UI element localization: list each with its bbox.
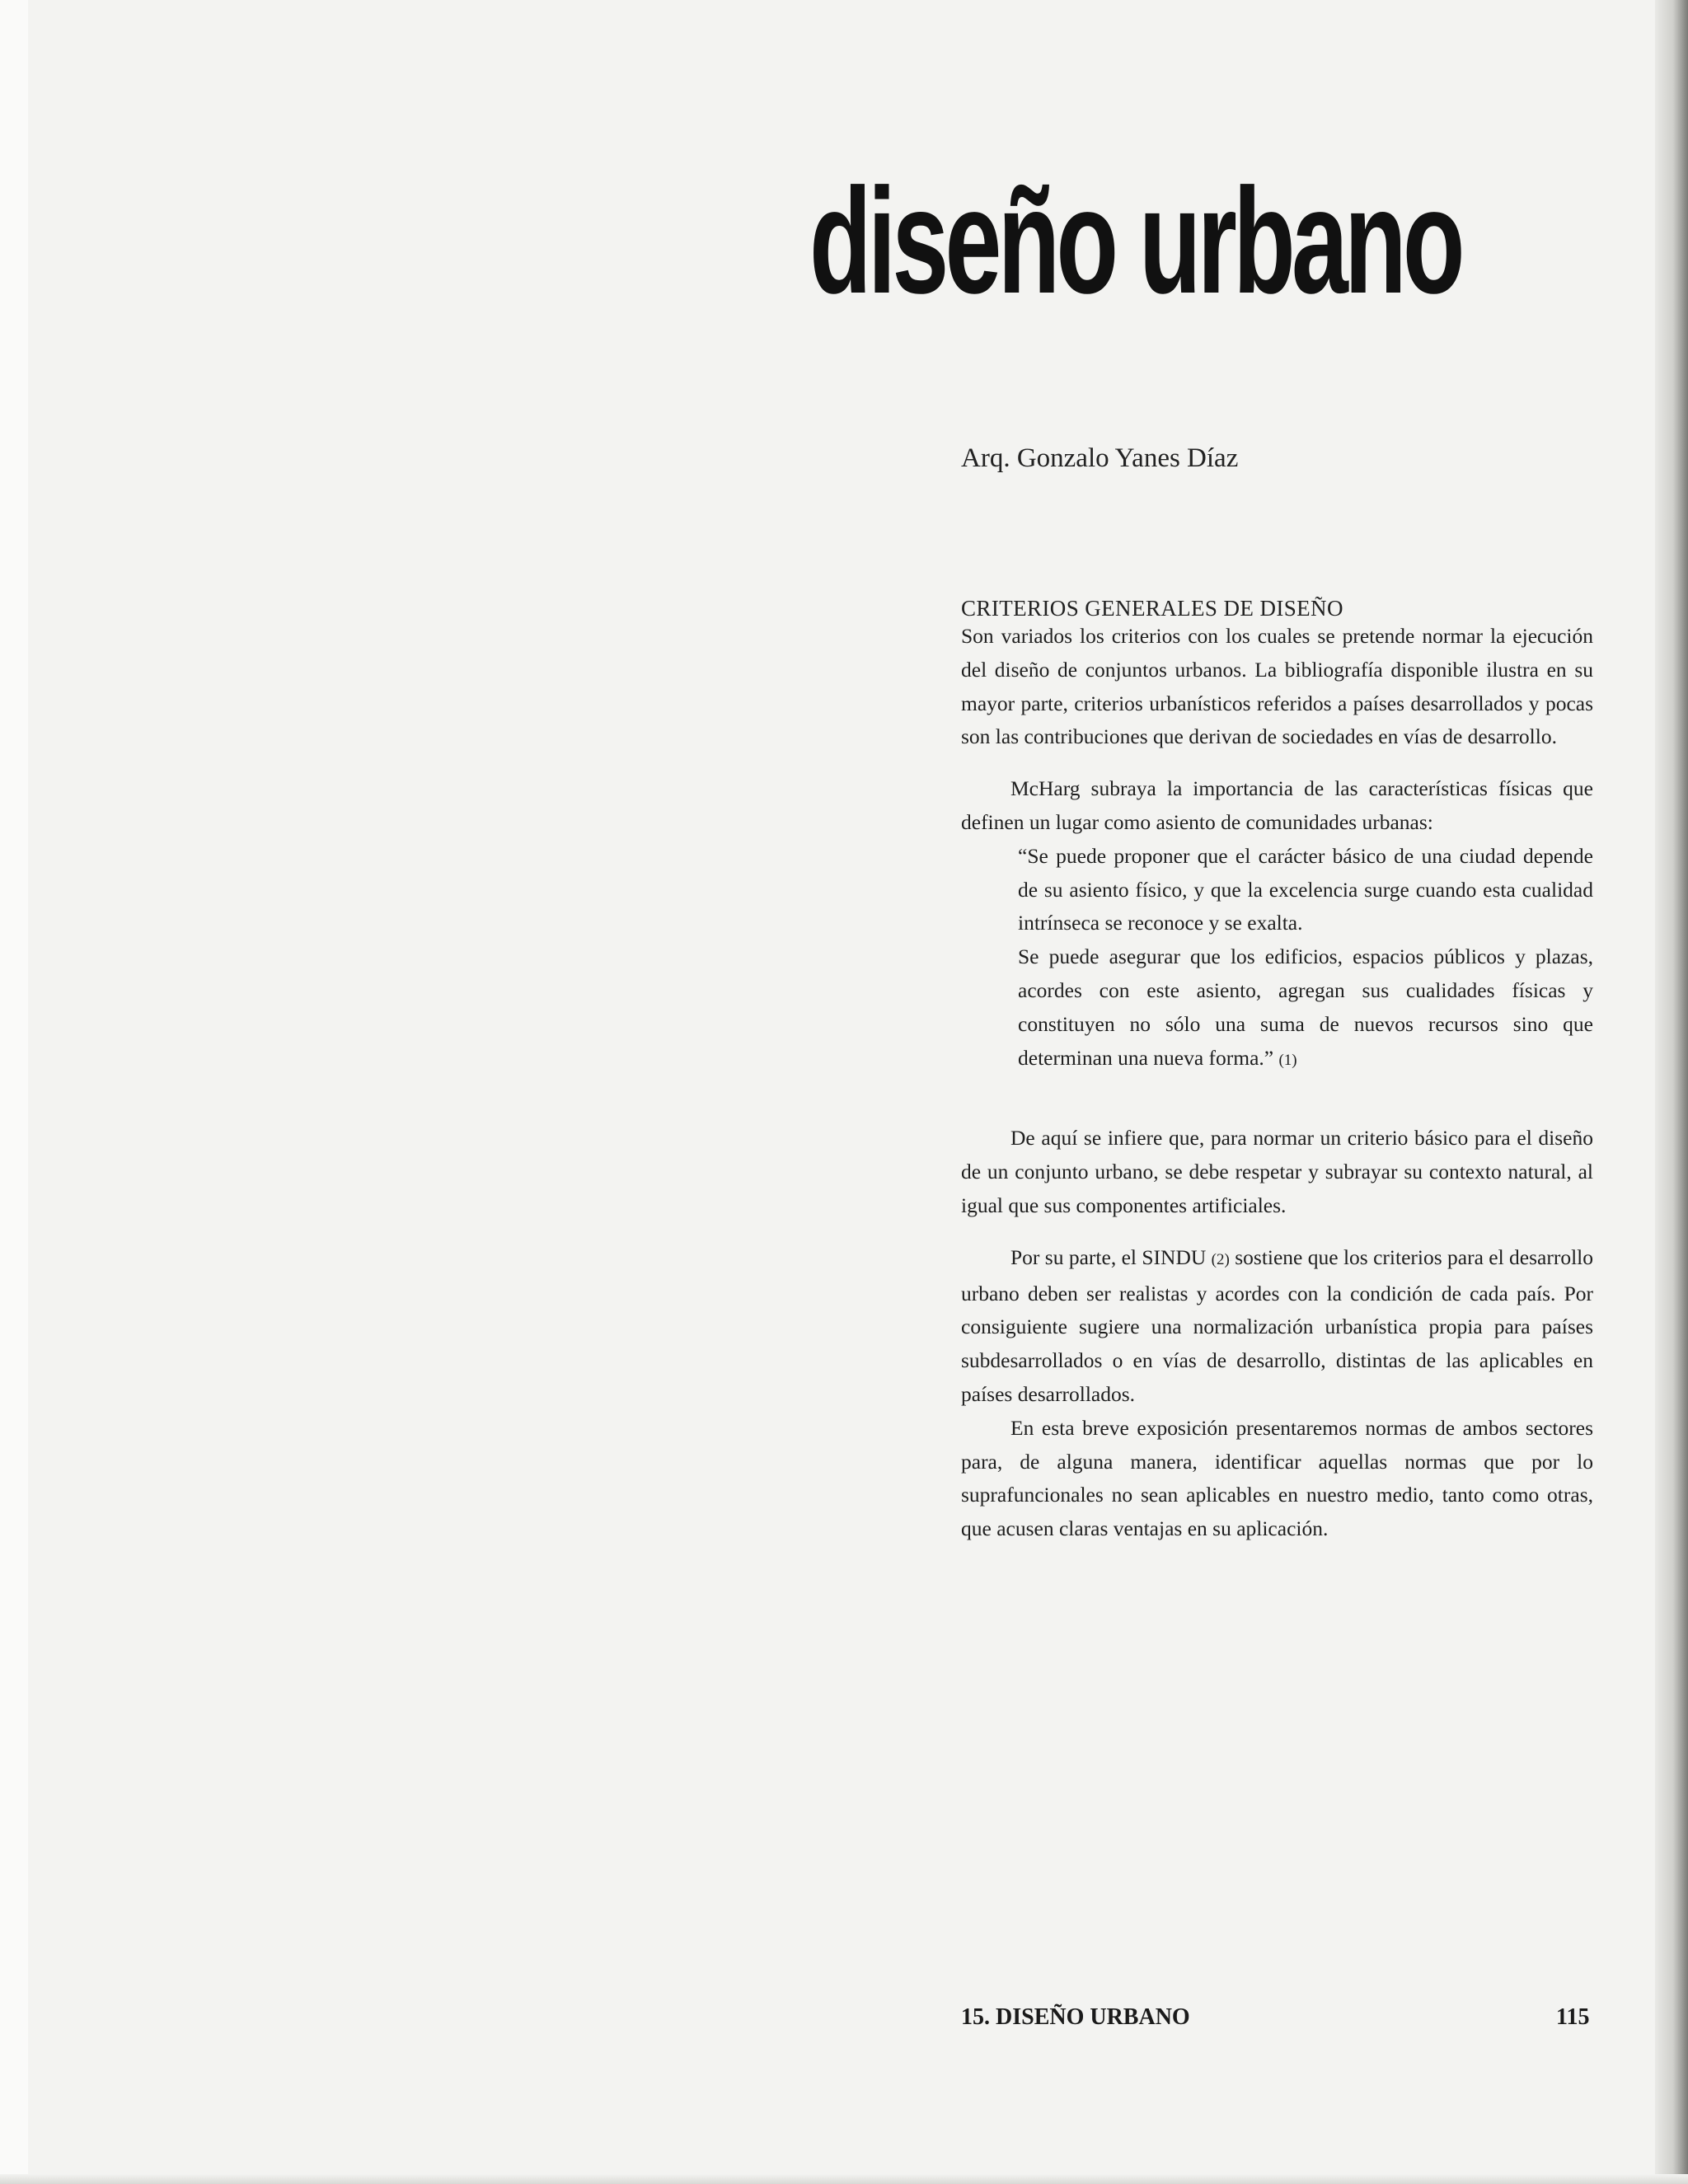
footnote-ref-1: (1)	[1278, 1051, 1297, 1069]
footnote-ref-2: (2)	[1211, 1250, 1230, 1268]
quote-paragraph-2	[1018, 940, 1593, 1077]
paragraph-2: McHarg subraya la importancia de las características físicas que definen un lugar como asiento de comunidades urbanas:	[961, 776, 1593, 834]
paragraph-3: De aquí se infiere que, para normar un criterio básico para el diseño de un conjunto urbano, se debe respetar y subrayar su contexto natural, al igual que sus componentes artificiales.	[961, 1126, 1593, 1217]
page-bottom-edge	[0, 2174, 1688, 2184]
paragraph-4	[961, 1241, 1593, 1412]
article-author: Arq. Gonzalo Yanes Díaz	[961, 443, 1239, 473]
footer-section-title: 15. DISEÑO URBANO	[961, 2004, 1190, 2030]
quote-paragraph-1: “Se puede proponer que el carácter básico de una ciudad depende de su asiento físico, y que la excelencia surge cuando esta cualidad intrínseca se reconoce y se exalta.	[1018, 843, 1593, 935]
quote-paragraph-2-text: Se puede asegurar que los edificios, espacios públicos y plazas, acordes con este asiento, agregan sus cualidades físicas y constituyen no sólo una suma de nuevos recursos sino que determinan una nueva forma.”	[1018, 944, 1593, 1070]
page-binding-shadow	[1655, 0, 1688, 2184]
section-heading: CRITERIOS GENERALES DE DISEÑO	[961, 596, 1343, 621]
paragraph-1: Son variados los criterios con los cuales se pretende normar la ejecución del diseño de conjuntos urbanos. La bibliografía disponible ilustra en su mayor parte, criterios urbanísticos referidos a países desarrollados y pocas son las contribuciones que derivan de sociedades en vías de desarrollo.	[961, 624, 1593, 749]
paragraph-5: En esta breve exposición presentaremos normas de ambos sectores para, de alguna manera, identificar aquellas normas que por lo suprafuncionales no sean aplicables en nuestro medio, tanto como otras, que acusen claras ventajas en su aplicación.	[961, 1415, 1593, 1541]
article-body	[961, 620, 1593, 1546]
paragraph-4-end: sostiene que los criterios para el desarrollo urbano deben ser realistas y acordes con la condición de cada país. Por consiguiente sugiere una normalización urbanística propia para países subdesarrollados o en vías de desarrollo, distintas de las aplicables en países desarrollados.	[961, 1244, 1594, 1406]
page-left-margin	[0, 0, 28, 2184]
mcharg-quote	[1018, 840, 1593, 1078]
footer-page-number: 115	[1556, 2004, 1590, 2030]
paragraph-4-start: Por su parte, el SINDU	[1010, 1244, 1207, 1269]
article-title: diseño urbano	[809, 157, 1461, 325]
